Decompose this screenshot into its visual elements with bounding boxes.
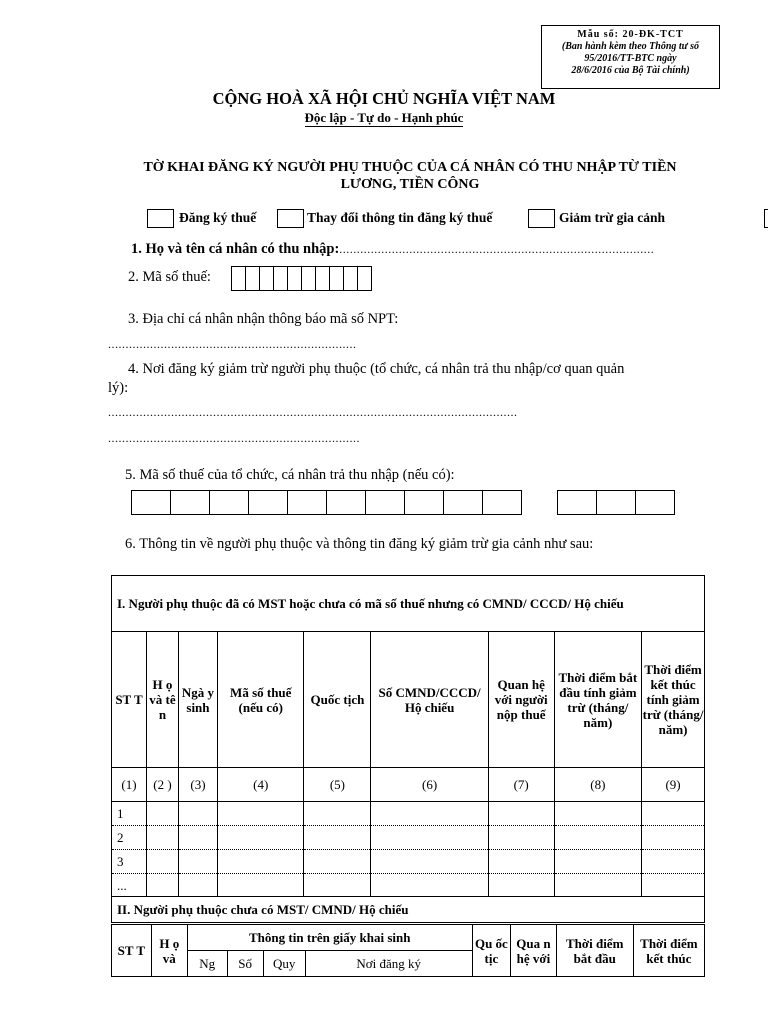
payer-branch-code-cell[interactable] [635,490,675,515]
table-cell[interactable] [304,874,371,897]
t2-col-stt: ST T [112,925,152,977]
tax-code-cell[interactable] [329,266,344,291]
table-row [112,850,705,874]
form-title [100,159,720,193]
form-note-1: (Ban hành kèm theo Thông tư số [561,41,700,52]
col-number-5: (5) [304,768,371,802]
col-number-9: (9) [642,768,705,802]
table-cell[interactable] [178,850,217,874]
tax-code-cell[interactable] [357,266,372,291]
t2-sub-date: Ng [187,951,227,977]
table-cell[interactable] [554,850,642,874]
tax-code-cell[interactable] [231,266,246,291]
payer-tax-code-cell[interactable] [482,490,522,515]
row-index: 3 [112,850,147,874]
tax-code-cell[interactable] [301,266,316,291]
t2-sub-book: Quy [263,951,305,977]
table-cell[interactable] [488,802,554,826]
table-cell[interactable] [488,826,554,850]
payer-tax-code-cell[interactable] [443,490,483,515]
form-code: Mẫu số: 20-ĐK-TCT [577,29,684,40]
col-number-7: (7) [488,768,554,802]
t2-col-nationality: Qu ốc tịc [472,925,511,977]
table-cell[interactable] [488,850,554,874]
col-header-dob: Ngà y sinh [178,632,217,768]
table-cell[interactable] [218,874,304,897]
table-cell[interactable] [642,874,705,897]
form-note-3: 28/6/2016 của Bộ Tài chính) [571,65,690,76]
table-cell[interactable] [304,850,371,874]
field-3-label: 3. Địa chỉ cá nhân nhận thông báo mã số NPT: [128,311,399,327]
payer-tax-code-cell[interactable] [170,490,210,515]
tax-code-cells[interactable] [231,266,371,291]
table-1-section-title: I. Người phụ thuộc đã có MST hoặc chưa có mã số thuế nhưng có CMND/ CCCD/ Hộ chiếu [112,576,705,632]
tax-code-cell[interactable] [273,266,288,291]
table-cell[interactable] [642,802,705,826]
field-1-dots[interactable]: .......................................................................................... [339,242,655,256]
table-2-section-title: II. Người phụ thuộc chưa có MST/ CMND/ Hộ chiếu [112,897,705,923]
tax-registration-checkbox[interactable] [147,209,174,228]
field-1 [131,241,654,258]
dependents-table-2 [111,924,705,977]
col-header-nationality: Quốc tịch [304,632,371,768]
change-info-checkbox[interactable] [277,209,304,228]
col-number-6: (6) [371,768,488,802]
table-cell[interactable] [147,802,179,826]
field-4-label-line-1: 4. Nơi đăng ký giảm trừ người phụ thuộc (tổ chức, cá nhân trả thu nhập/cơ quan quản [128,361,625,377]
table-cell[interactable] [147,826,179,850]
table-row [112,874,705,897]
table-cell[interactable] [371,826,488,850]
table-cell[interactable] [178,874,217,897]
col-number-1: (1) [112,768,147,802]
table-cell[interactable] [304,802,371,826]
table-cell[interactable] [554,874,642,897]
motto-text: Độc lập - Tự do - Hạnh phúc [304,110,464,125]
table-cell[interactable] [642,826,705,850]
table-cell[interactable] [147,874,179,897]
field-4-label-line-2: lý): [108,380,129,396]
table-cell[interactable] [178,826,217,850]
table-cell[interactable] [642,850,705,874]
row-index: ... [112,874,147,897]
family-deduction-checkbox[interactable] [528,209,555,228]
field-6-label: 6. Thông tin về người phụ thuộc và thông tin đăng ký giảm trừ gia cảnh như sau: [125,536,594,552]
tax-code-cell[interactable] [245,266,260,291]
col-header-end-time: Thời điểm kết thúc tính giảm trừ (tháng/ năm) [642,632,705,768]
table-row [112,826,705,850]
cropped-checkbox-edge [764,209,768,228]
field-3-dots[interactable]: ....................................................................... [108,337,357,351]
table-cell[interactable] [218,826,304,850]
table-cell[interactable] [218,802,304,826]
col-header-name: H ọ và tê n [147,632,179,768]
motto [0,110,768,126]
field-1-label: 1. Họ và tên cá nhân có thu nhập: [131,241,340,257]
t2-sub-number: Số [227,951,263,977]
t2-col-name: H ọ và [151,925,187,977]
col-number-2: (2 ) [147,768,179,802]
form-title-line-2: LƯƠNG, TIỀN CÔNG [340,177,480,192]
payer-tax-code-cell[interactable] [365,490,405,515]
table-cell[interactable] [554,826,642,850]
col-header-relationship: Quan hệ với người nộp thuế [488,632,554,768]
country-title: CỘNG HOÀ XÃ HỘI CHỦ NGHĨA VIỆT NAM [212,89,556,108]
col-header-start-time: Thời điểm bắt đầu tính giảm trừ (tháng/ năm) [554,632,642,768]
form-note-2: 95/2016/TT-BTC ngày [584,53,677,64]
dependents-table-1 [111,575,705,923]
payer-tax-code-cell[interactable] [326,490,366,515]
table-cell[interactable] [218,850,304,874]
col-number-8: (8) [554,768,642,802]
field-5-label: 5. Mã số thuế của tổ chức, cá nhân trả thu nhập (nếu có): [125,467,455,483]
form-code-box [541,25,720,89]
t2-sub-place: Nơi đăng ký [305,951,472,977]
payer-branch-code-cell[interactable] [596,490,636,515]
payer-tax-code-cell[interactable] [287,490,327,515]
col-number-3: (3) [178,768,217,802]
col-number-4: (4) [218,768,304,802]
row-index: 1 [112,802,147,826]
row-index: 2 [112,826,147,850]
field-4-dots-1[interactable]: ..................................................................................................................... [108,405,518,419]
t2-col-relationship: Qua n hệ với [511,925,557,977]
field-4-dots-2[interactable]: ........................................................................ [108,431,360,445]
tax-code-cell[interactable] [259,266,274,291]
payer-branch-code-cell[interactable] [557,490,597,515]
tax-code-cell[interactable] [287,266,302,291]
col-header-tax-code: Mã số thuế (nếu có) [218,632,304,768]
payer-tax-code-cells[interactable] [131,490,521,515]
family-deduction-label: Giảm trừ gia cảnh [559,210,665,225]
table-cell[interactable] [371,874,488,897]
table-cell[interactable] [554,802,642,826]
tax-code-cell[interactable] [315,266,330,291]
tax-registration-label: Đăng ký thuế [179,210,257,225]
t2-col-end-time: Thời điểm kết thúc [633,925,704,977]
table-cell[interactable] [488,874,554,897]
table-cell[interactable] [147,850,179,874]
table-cell[interactable] [371,850,488,874]
tax-code-cell[interactable] [343,266,358,291]
table-cell[interactable] [304,826,371,850]
form-title-line-1: TỜ KHAI ĐĂNG KÝ NGƯỜI PHỤ THUỘC CỦA CÁ NHÂN CÓ THU NHẬP TỪ TIỀN [143,160,677,175]
change-info-label: Thay đổi thông tin đăng ký thuế [307,210,493,225]
payer-tax-code-cell[interactable] [209,490,249,515]
col-header-id-number: Số CMND/CCCD/ Hộ chiếu [371,632,488,768]
col-header-stt: ST T [112,632,147,768]
payer-tax-code-cell[interactable] [248,490,288,515]
field-2-label: 2. Mã số thuế: [128,269,211,285]
payer-tax-code-cell[interactable] [131,490,171,515]
t2-col-start-time: Thời điểm bắt đầu [556,925,633,977]
t2-group-birth-cert: Thông tin trên giấy khai sinh [187,925,472,951]
table-cell[interactable] [371,802,488,826]
table-row [112,802,705,826]
table-cell[interactable] [178,802,217,826]
payer-tax-code-cell[interactable] [404,490,444,515]
payer-branch-code-cells[interactable] [557,490,674,515]
